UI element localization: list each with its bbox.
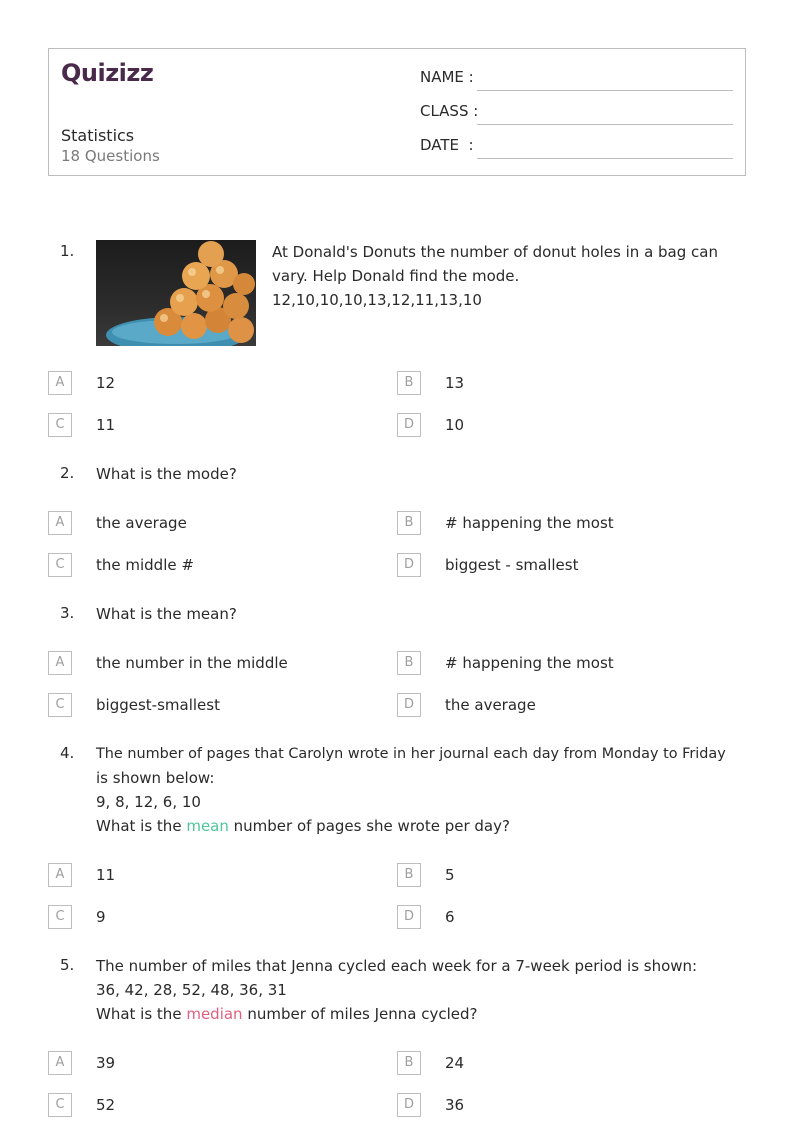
question-line-start: What is the bbox=[96, 817, 187, 835]
question-line: is shown below: bbox=[96, 769, 215, 787]
class-field[interactable] bbox=[420, 102, 733, 126]
highlight-median: median bbox=[186, 1005, 243, 1023]
name-line[interactable] bbox=[477, 90, 733, 91]
question-line: 12,10,10,10,13,12,11,13,10 bbox=[272, 291, 482, 309]
question-text bbox=[272, 240, 718, 312]
option-c-text: 52 bbox=[96, 1096, 116, 1114]
donut-holes-illustration bbox=[96, 240, 256, 346]
option-c-box[interactable]: C bbox=[48, 413, 72, 437]
option-a-box[interactable]: A bbox=[48, 651, 72, 675]
question-line-end: number of pages she wrote per day? bbox=[228, 817, 510, 835]
option-c-text: 9 bbox=[96, 908, 106, 926]
worksheet-header bbox=[48, 48, 746, 176]
option-b-text: # happening the most bbox=[445, 514, 614, 532]
option-b-box[interactable]: B bbox=[397, 511, 421, 535]
question-text bbox=[96, 954, 697, 1026]
worksheet-title: Statistics bbox=[61, 126, 135, 145]
option-a-box[interactable]: A bbox=[48, 511, 72, 535]
option-b-box[interactable]: B bbox=[397, 1051, 421, 1075]
question-text bbox=[96, 462, 237, 486]
option-a-text: the number in the middle bbox=[96, 654, 288, 672]
date-line[interactable] bbox=[477, 158, 733, 159]
question-line-start: What is the bbox=[96, 1005, 187, 1023]
option-c-box[interactable]: C bbox=[48, 1093, 72, 1117]
question-number: 4. bbox=[60, 744, 75, 762]
option-b-box[interactable]: B bbox=[397, 651, 421, 675]
question-line: The number of pages that Carolyn wrote in her journal each day from Monday to Friday bbox=[96, 746, 726, 762]
question-text bbox=[96, 742, 726, 838]
name-label: NAME : bbox=[420, 68, 474, 86]
date-field[interactable] bbox=[420, 136, 733, 160]
option-a-text: the average bbox=[96, 514, 187, 532]
question-line: 9, 8, 12, 6, 10 bbox=[96, 793, 201, 811]
option-a-box[interactable]: A bbox=[48, 371, 72, 395]
class-line[interactable] bbox=[477, 124, 733, 125]
name-field[interactable] bbox=[420, 68, 733, 92]
option-b-text: 24 bbox=[445, 1054, 465, 1072]
question-line: vary. Help Donald find the mode. bbox=[272, 267, 520, 285]
option-a-box[interactable]: A bbox=[48, 1051, 72, 1075]
question-line: 36, 42, 28, 52, 48, 36, 31 bbox=[96, 981, 287, 999]
option-b-text: 5 bbox=[445, 866, 455, 884]
question-line bbox=[96, 1002, 697, 1026]
option-d-box[interactable]: D bbox=[397, 1093, 421, 1117]
option-c-text: biggest-smallest bbox=[96, 696, 220, 714]
question-count: 18 Questions bbox=[61, 147, 160, 165]
option-d-box[interactable]: D bbox=[397, 553, 421, 577]
option-c-box[interactable]: C bbox=[48, 553, 72, 577]
option-c-box[interactable]: C bbox=[48, 905, 72, 929]
donut-holes-image bbox=[96, 240, 256, 346]
option-d-text: 6 bbox=[445, 908, 455, 926]
option-a-box[interactable]: A bbox=[48, 863, 72, 887]
option-b-text: 13 bbox=[445, 374, 465, 392]
question-number: 2. bbox=[60, 464, 75, 482]
question-line: What is the mean? bbox=[96, 605, 237, 623]
option-d-box[interactable]: D bbox=[397, 905, 421, 929]
question-number: 3. bbox=[60, 604, 75, 622]
option-d-text: 36 bbox=[445, 1096, 465, 1114]
option-c-text: the middle # bbox=[96, 556, 194, 574]
class-label: CLASS : bbox=[420, 102, 479, 120]
option-d-text: 10 bbox=[445, 416, 465, 434]
option-d-box[interactable]: D bbox=[397, 693, 421, 717]
option-c-box[interactable]: C bbox=[48, 693, 72, 717]
question-line bbox=[96, 814, 726, 838]
question-line: At Donald's Donuts the number of donut holes in a bag can bbox=[272, 243, 718, 261]
quizizz-logo: Quizizz bbox=[61, 59, 154, 87]
option-a-text: 11 bbox=[96, 866, 116, 884]
highlight-mean: mean bbox=[186, 817, 229, 835]
question-number: 1. bbox=[60, 242, 75, 260]
option-d-text: the average bbox=[445, 696, 536, 714]
option-a-text: 12 bbox=[96, 374, 116, 392]
option-a-text: 39 bbox=[96, 1054, 116, 1072]
question-line: What is the mode? bbox=[96, 465, 237, 483]
option-b-box[interactable]: B bbox=[397, 863, 421, 887]
option-b-text: # happening the most bbox=[445, 654, 614, 672]
date-label: DATE : bbox=[420, 136, 474, 154]
option-d-text: biggest - smallest bbox=[445, 556, 579, 574]
option-c-text: 11 bbox=[96, 416, 116, 434]
option-b-box[interactable]: B bbox=[397, 371, 421, 395]
question-line: The number of miles that Jenna cycled each week for a 7-week period is shown: bbox=[96, 957, 698, 975]
question-text bbox=[96, 602, 237, 626]
option-d-box[interactable]: D bbox=[397, 413, 421, 437]
question-line-end: number of miles Jenna cycled? bbox=[242, 1005, 478, 1023]
question-number: 5. bbox=[60, 956, 75, 974]
